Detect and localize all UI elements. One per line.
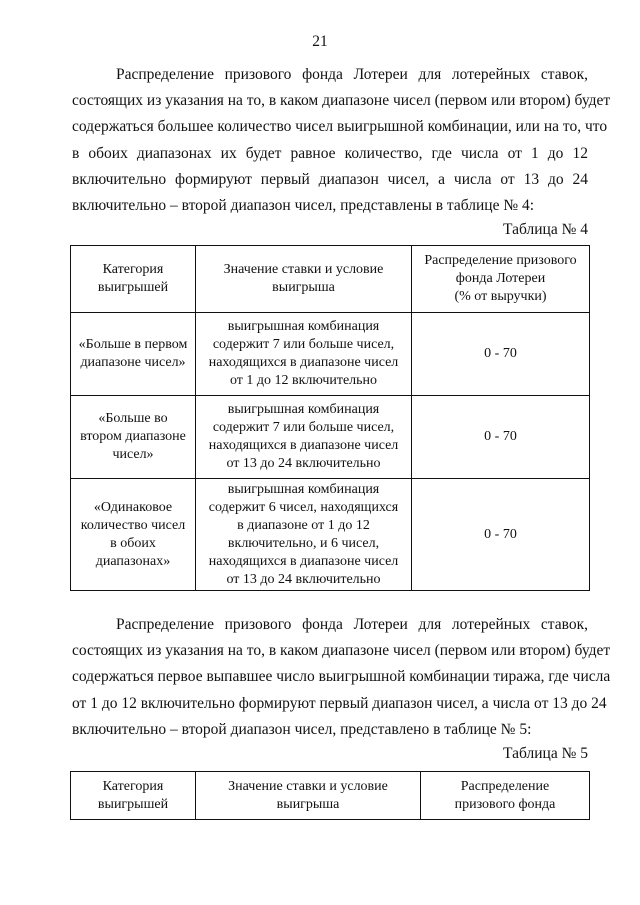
paragraph-line: включительно – второй диапазон чисел, представлены в таблице № 4: [72,197,535,215]
table4-caption: Таблица № 4 [503,221,588,238]
table5 [70,771,590,820]
paragraph-table4-intro [72,62,611,219]
table-row [71,396,590,479]
header-category: Категория выигрышей [71,246,196,313]
paragraph-line: включительно – второй диапазон чисел, представлено в таблице № 5: [72,720,532,738]
paragraph-line: состоящих из указания на то, в каком диапазоне чисел (первом или втором) будет [72,642,611,660]
header-category: Категория выигрышей [71,772,196,820]
distribution-cell: 0 - 70 [412,479,590,591]
condition-cell: выигрышная комбинация содержит 7 или больше чисел, находящихся в диапазоне чисел от 1 до 12 включительно [196,313,412,396]
table4 [70,245,590,591]
paragraph-table5-intro [72,612,611,743]
paragraph-line: содержаться первое выпавшее число выигрышной комбинации тиража, где числа [72,668,611,686]
condition-cell: выигрышная комбинация содержит 6 чисел, находящихся в диапазоне от 1 до 12 включительно, и 6 чисел, находящихся в диапазоне чисел от 13 до 24 включительно [196,479,412,591]
paragraph-line: в обоих диапазонах их будет равное количество, где числа от 1 до 12 [72,144,588,162]
page-number: 21 [312,33,328,50]
distribution-cell: 0 - 70 [412,313,590,396]
paragraph-line: состоящих из указания на то, в каком диапазоне чисел (первом или втором) будет [72,92,611,110]
paragraph-line: содержаться большее количество чисел выигрышной комбинации, или на то, что [72,118,608,136]
distribution-cell: 0 - 70 [412,396,590,479]
header-distribution: Распределение призового фонда [421,772,590,820]
category-cell: «Больше во втором диапазоне чисел» [71,396,196,479]
table-row [71,313,590,396]
category-cell: «Одинаковое количество чисел в обоих диапазонах» [71,479,196,591]
paragraph-line: включительно формируют первый диапазон чисел, а числа от 13 до 24 [72,170,588,188]
table-header-row [71,246,590,313]
table-row [71,479,590,591]
header-distribution: Распределение призового фонда Лотереи (% от выручки) [412,246,590,313]
paragraph-line: Распределение призового фонда Лотереи для лотерейных ставок, [116,616,588,633]
paragraph-line: Распределение призового фонда Лотереи для лотерейных ставок, [116,66,588,83]
table-header-row [71,772,590,820]
condition-cell: выигрышная комбинация содержит 7 или больше чисел, находящихся в диапазоне чисел от 13 до 24 включительно [196,396,412,479]
paragraph-line: от 1 до 12 включительно формируют первый диапазон чисел, а числа от 13 до 24 [72,694,607,712]
header-condition: Значение ставки и условие выигрыша [196,246,412,313]
header-condition: Значение ставки и условие выигрыша [196,772,421,820]
category-cell: «Больше в первом диапазоне чисел» [71,313,196,396]
table5-caption: Таблица № 5 [503,745,588,762]
